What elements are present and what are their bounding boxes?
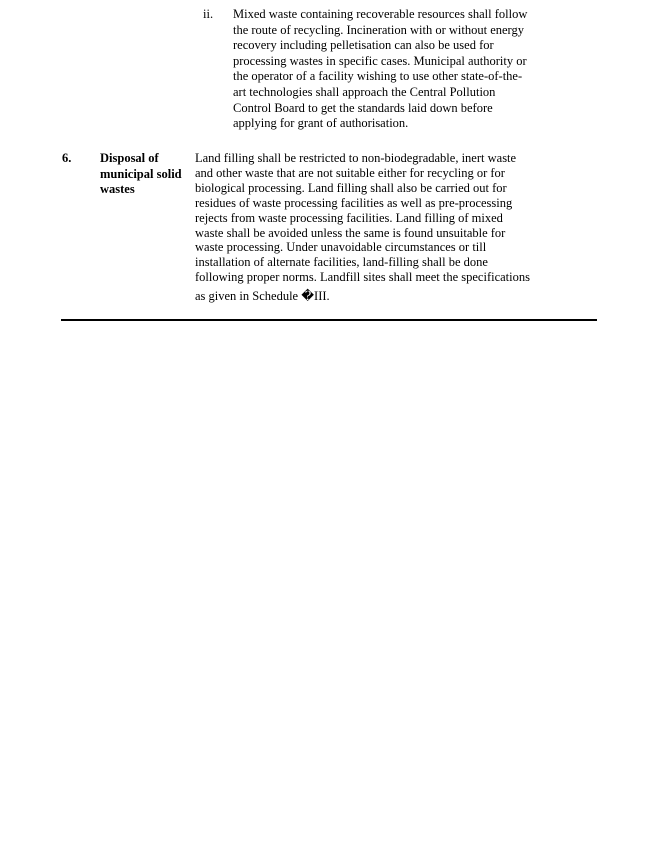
item-ii-line: Mixed waste containing recoverable resources shall follow [233,7,528,21]
item-ii-line: the route of recycling. Incineration with or without energy [233,22,524,37]
section-title-line: Disposal of [100,151,159,165]
item-ii-line: applying for grant of authorisation. [233,116,409,131]
section-body-line: waste processing. Under unavoidable circumstances or till [195,240,487,255]
section-body-line: following proper norms. Landfill sites shall meet the specifications [195,270,530,285]
horizontal-rule [61,319,597,321]
item-ii-line: the operator of a facility wishing to use other state-of-the- [233,69,523,84]
section-body-line: residues of waste processing facilities as well as pre-processing [195,195,513,210]
section-body-line: and other waste that are not suitable either for recycling or for [195,165,505,180]
item-ii-text [233,7,545,132]
item-ii-line: art technologies shall approach the Central Pollution [233,84,496,99]
item-ii-line: recovery including pelletisation can also be used for [233,38,494,53]
item-ii-line: processing wastes in specific cases. Municipal authority or [233,53,527,68]
section-number: 6. [62,151,72,165]
section-body-line: as given in Schedule �III. [195,289,330,304]
section-title [100,151,192,198]
section-body-line: rejects from waste processing facilities. Land filling of mixed [195,210,503,225]
section-body-line: biological processing. Land filling shall also be carried out for [195,180,507,195]
section-title-line: wastes [100,182,135,197]
section-title-line: municipal solid [100,166,182,181]
section-body [195,151,545,304]
section-body-line: Land filling shall be restricted to non-biodegradable, inert waste [195,151,517,165]
item-ii-line: Control Board to get the standards laid down before [233,100,493,115]
section-body-line: waste shall be avoided unless the same is found unsuitable for [195,225,506,240]
item-ii-numeral: ii. [203,7,214,21]
section-body-line: installation of alternate facilities, land-filling shall be done [195,255,488,270]
